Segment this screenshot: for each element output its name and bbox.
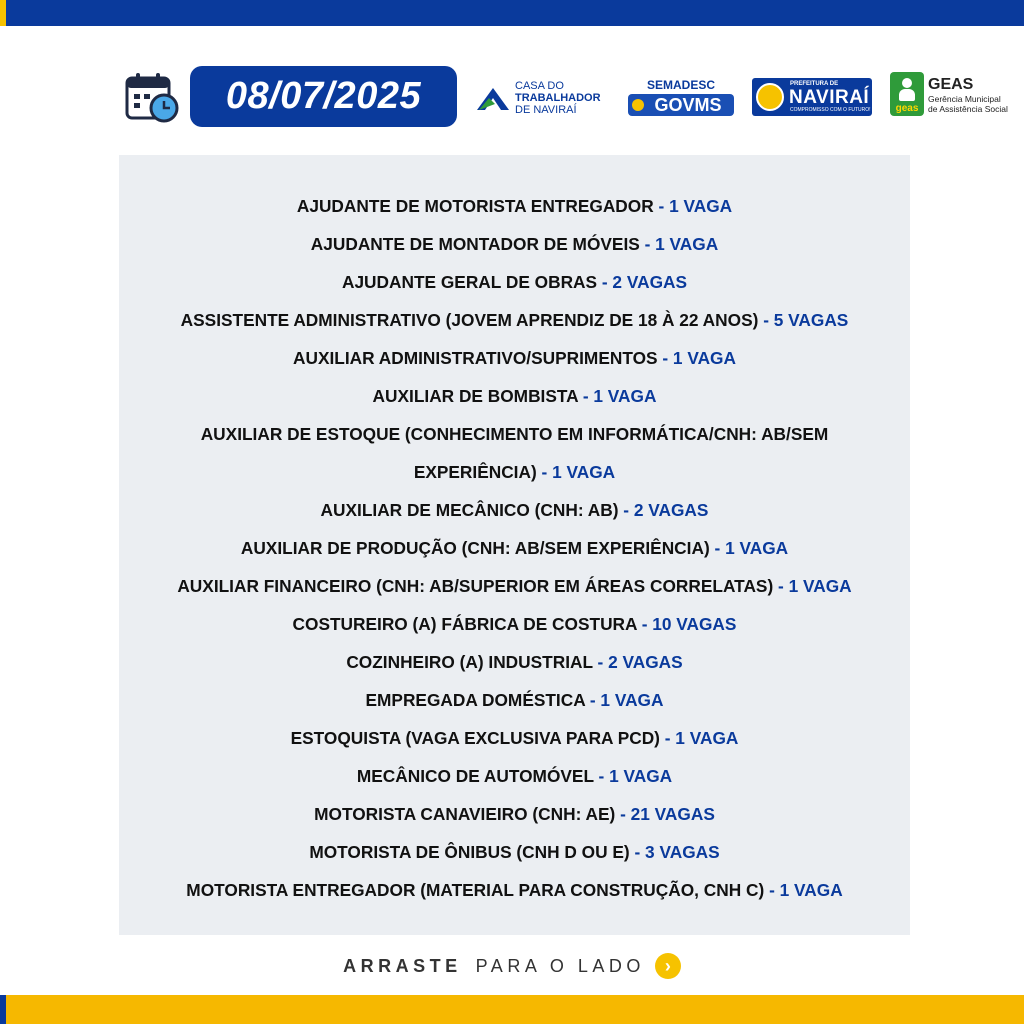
job-vacancies: - 1 VAGA [644, 234, 719, 254]
job-item [119, 377, 910, 415]
job-vacancies: - 1 VAGA [589, 690, 664, 710]
job-title: AJUDANTE DE MOTORISTA ENTREGADOR [296, 196, 654, 216]
swipe-hint[interactable] [0, 952, 1024, 980]
casa-line3: DE NAVIRAÍ [515, 104, 577, 116]
geas-badge-text: geas [895, 103, 919, 114]
job-vacancies: - 21 VAGAS [620, 804, 715, 824]
bottom-bar-accent [0, 995, 6, 1024]
job-vacancies: - 1 VAGA [664, 728, 739, 748]
job-item [119, 187, 910, 225]
job-title: COSTUREIRO (A) FÁBRICA DE COSTURA [292, 614, 637, 634]
casa-do-trabalhador-logo [475, 80, 615, 120]
job-item [119, 833, 910, 871]
job-vacancies: - 1 VAGA [662, 348, 736, 368]
job-vacancies: - 1 VAGA [658, 196, 733, 216]
geas-sub2: de Assistência Social [928, 104, 1008, 114]
job-title: MECÂNICO DE AUTOMÓVEL [356, 766, 594, 786]
job-vacancies: - 3 VAGAS [634, 842, 720, 862]
job-item [119, 339, 910, 377]
job-vacancies: - 2 VAGAS [623, 500, 709, 520]
job-title: EMPREGADA DOMÉSTICA [365, 690, 586, 710]
job-item [119, 529, 910, 567]
city-seal-icon [756, 83, 784, 111]
job-title: AUXILIAR DE MECÂNICO (CNH: AB) [320, 500, 619, 520]
job-vacancies: - 5 VAGAS [763, 310, 849, 330]
job-item [119, 263, 910, 301]
job-title: COZINHEIRO (A) INDUSTRIAL [346, 652, 593, 672]
job-item [119, 415, 910, 491]
job-title: MOTORISTA DE ÔNIBUS (CNH D OU E) [309, 842, 630, 862]
job-title: AJUDANTE DE MONTADOR DE MÓVEIS [310, 234, 640, 254]
job-item [119, 301, 910, 339]
job-title: AUXILIAR DE BOMBISTA [372, 386, 578, 406]
job-item [119, 567, 910, 605]
bottom-bar [0, 995, 1024, 1024]
navirai-slogan: COMPROMISSO COM O FUTURO! [790, 107, 871, 113]
geas-sub1: Gerência Municipal [928, 94, 1001, 104]
job-list [119, 187, 910, 909]
casa-line1: CASA DO [515, 80, 564, 92]
prefeitura-navirai-logo [752, 78, 872, 116]
navirai-prefix: PREFEITURA DE [790, 81, 839, 87]
govms-label: GOVMS [654, 95, 722, 115]
geas-name: GEAS [928, 76, 974, 93]
job-vacancies: - 1 VAGA [582, 386, 657, 406]
job-title: AJUDANTE GERAL DE OBRAS [341, 272, 598, 292]
job-vacancies: - 2 VAGAS [597, 652, 683, 672]
swipe-hint-bold: ARRASTE [343, 955, 462, 976]
chevron-right-icon[interactable]: › [655, 953, 681, 979]
semadesc-govms-logo [628, 78, 734, 118]
job-item [119, 491, 910, 529]
job-vacancies: - 2 VAGAS [601, 272, 688, 292]
job-vacancies: - 1 VAGA [769, 880, 843, 900]
job-item [119, 757, 910, 795]
job-title: ESTOQUISTA (VAGA EXCLUSIVA PARA PCD) [290, 728, 660, 748]
job-item [119, 795, 910, 833]
casa-line2: TRABALHADOR [515, 92, 601, 104]
semadesc-label: SEMADESC [646, 78, 715, 92]
geas-emblem-icon [890, 72, 924, 116]
job-title: MOTORISTA ENTREGADOR (MATERIAL PARA CONSTRUÇÃO, CNH C) [186, 880, 765, 900]
job-item [119, 681, 910, 719]
govms-emblem-icon [632, 99, 644, 111]
job-title: AUXILIAR DE ESTOQUE (CONHECIMENTO EM INFORMÁTICA/CNH: AB/SEM EXPERIÊNCIA) [200, 424, 829, 482]
job-vacancies: - 10 VAGAS [641, 614, 737, 634]
job-title: AUXILIAR ADMINISTRATIVO/SUPRIMENTOS [293, 348, 658, 368]
job-title: ASSISTENTE ADMINISTRATIVO (JOVEM APRENDIZ DE 18 À 22 ANOS) [180, 310, 759, 330]
job-vacancies: - 1 VAGA [714, 538, 789, 558]
job-vacancies: - 1 VAGA [541, 462, 616, 482]
job-item [119, 225, 910, 263]
job-title: AUXILIAR FINANCEIRO (CNH: AB/SUPERIOR EM ÁREAS CORRELATAS) [177, 576, 774, 596]
job-item [119, 871, 910, 909]
date-badge: 08/07/2025 [190, 66, 457, 127]
job-item [119, 719, 910, 757]
swipe-hint-text: PARA O LADO [475, 955, 645, 976]
top-bar-accent [0, 0, 6, 26]
job-title: MOTORISTA CANAVIEIRO (CNH: AE) [314, 804, 616, 824]
job-title: AUXILIAR DE PRODUÇÃO (CNH: AB/SEM EXPERIÊNCIA) [240, 538, 710, 558]
job-item [119, 605, 910, 643]
top-bar [0, 0, 1024, 26]
job-vacancies: - 1 VAGA [778, 576, 852, 596]
navirai-name: NAVIRAÍ [789, 87, 870, 108]
calendar-clock-icon [124, 70, 182, 126]
job-vacancies: - 1 VAGA [598, 766, 673, 786]
job-item [119, 643, 910, 681]
geas-logo [890, 72, 1010, 118]
